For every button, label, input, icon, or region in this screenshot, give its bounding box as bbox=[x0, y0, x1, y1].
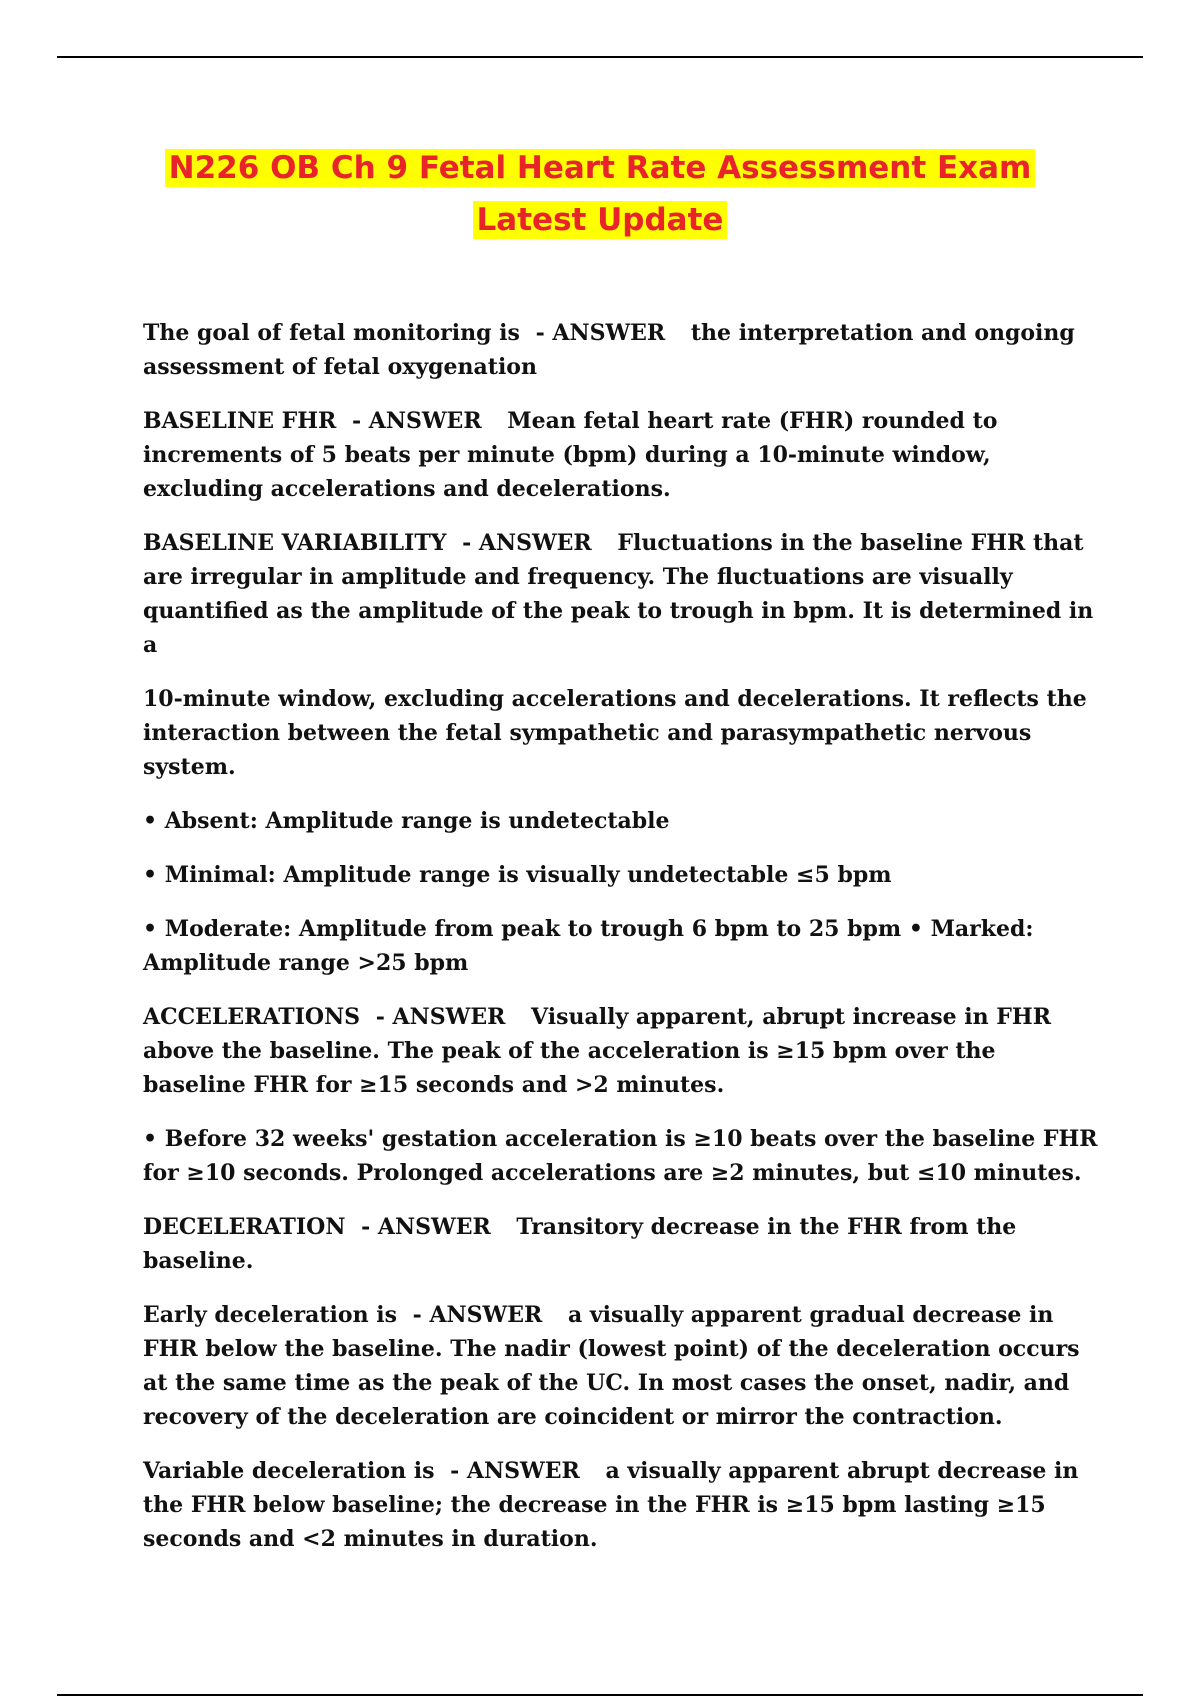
answer: Fluctuations in the baseline FHR that are irregular in amplitude and frequency. The fluctuations are visually quantified as the amplitude of the peak to trough in bpm. It is determined in a bbox=[143, 530, 1094, 658]
term: Early deceleration is bbox=[143, 1302, 397, 1328]
qa-deceleration bbox=[143, 1210, 1098, 1278]
answer: Mean fetal heart rate (FHR) rounded to increments of 5 beats per minute (bpm) during a 10-minute window, excluding accelerations and decelerations. bbox=[143, 408, 998, 502]
qa-accelerations bbox=[143, 1000, 1098, 1102]
term: Variable deceleration is bbox=[143, 1458, 435, 1484]
answer-marker: - ANSWER bbox=[535, 320, 666, 346]
answer-marker: - ANSWER bbox=[351, 408, 482, 434]
title-line-2: Latest Update bbox=[473, 201, 728, 239]
document-body bbox=[143, 316, 1098, 1576]
qa-early-deceleration bbox=[143, 1298, 1098, 1434]
title-line-1: N226 OB Ch 9 Fetal Heart Rate Assessment Exam bbox=[165, 149, 1036, 187]
qa-goal bbox=[143, 316, 1098, 384]
answer: Visually apparent, abrupt increase in FHR above the baseline. The peak of the acceleration is ≥15 bpm over the baseline FHR for ≥15 seconds and >2 minutes. bbox=[143, 1004, 1051, 1098]
term: BASELINE FHR bbox=[143, 408, 337, 434]
answer-marker: - ANSWER bbox=[375, 1004, 506, 1030]
bottom-rule bbox=[57, 1694, 1143, 1696]
answer: a visually apparent gradual decrease in FHR below the baseline. The nadir (lowest point) of the deceleration occurs at the same time as the peak of the UC. In most cases the onset, nadir, and recovery of the deceleration are coincident or mirror the contraction. bbox=[143, 1302, 1080, 1430]
answer-marker: - ANSWER bbox=[462, 530, 592, 556]
answer: a visually apparent abrupt decrease in the FHR below baseline; the decrease in the FHR is ≥15 bpm lasting ≥15 seconds and <2 minutes in duration. bbox=[143, 1458, 1079, 1552]
term: DECELERATION bbox=[143, 1214, 346, 1240]
answer: the interpretation and ongoing assessment of fetal oxygenation bbox=[143, 320, 1075, 380]
qa-baseline-variability bbox=[143, 526, 1098, 662]
bullet-before-32-weeks: • Before 32 weeks' gestation acceleration is ≥10 beats over the baseline FHR for ≥10 seconds. Prolonged accelerations are ≥2 minutes, but ≤10 minutes. bbox=[143, 1126, 1098, 1186]
bullet-minimal: • Minimal: Amplitude range is visually undetectable ≤5 bpm bbox=[143, 862, 892, 888]
answer: Transitory decrease in the FHR from the baseline. bbox=[143, 1214, 1017, 1274]
qa-baseline-fhr bbox=[143, 404, 1098, 506]
answer-marker: - ANSWER bbox=[361, 1214, 491, 1240]
bullet-absent: • Absent: Amplitude range is undetectable bbox=[143, 808, 670, 834]
qa-variable-deceleration bbox=[143, 1454, 1098, 1556]
top-rule bbox=[57, 56, 1143, 58]
answer-marker: - ANSWER bbox=[412, 1302, 543, 1328]
document-title bbox=[0, 142, 1200, 246]
term: BASELINE VARIABILITY bbox=[143, 530, 447, 556]
variability-continuation: 10-minute window, excluding accelerations and decelerations. It reflects the interaction between the fetal sympathetic and parasympathetic nervous system. bbox=[143, 686, 1087, 780]
bullet-moderate-marked: • Moderate: Amplitude from peak to trough 6 bpm to 25 bpm • Marked: Amplitude range >25 bpm bbox=[143, 916, 1034, 976]
answer-marker: - ANSWER bbox=[450, 1458, 580, 1484]
term: The goal of fetal monitoring is bbox=[143, 320, 520, 346]
term: ACCELERATIONS bbox=[143, 1004, 361, 1030]
